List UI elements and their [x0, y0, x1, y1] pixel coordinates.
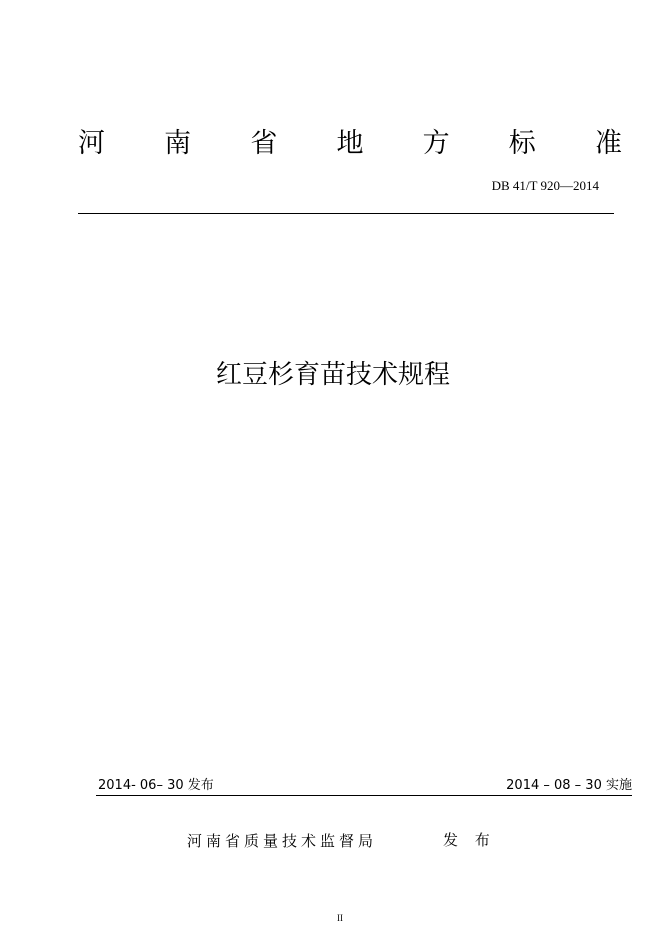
page-number: II — [337, 913, 343, 923]
footer-divider — [96, 795, 632, 796]
heading-char: 准 — [594, 128, 622, 159]
document-title: 红豆杉育苗技术规程 — [215, 360, 450, 390]
header-divider — [78, 213, 614, 214]
date-row — [96, 777, 632, 795]
heading-char: 河 — [78, 128, 105, 159]
heading-char: 地 — [336, 128, 364, 159]
heading-char: 南 — [164, 128, 192, 159]
standard-category-heading — [78, 126, 622, 162]
publisher-name: 河南省质量技术监督局 — [187, 832, 378, 850]
standard-code: DB 41/T 920—2014 — [491, 178, 599, 193]
heading-char: 省 — [250, 128, 278, 159]
heading-char: 方 — [422, 128, 450, 159]
issue-date: 2014- 06– 30 发布 — [98, 778, 214, 793]
implementation-date: 2014 – 08 – 30 实施 — [506, 778, 632, 793]
publisher-action: 发 布 — [443, 831, 496, 849]
heading-char: 标 — [508, 128, 536, 159]
